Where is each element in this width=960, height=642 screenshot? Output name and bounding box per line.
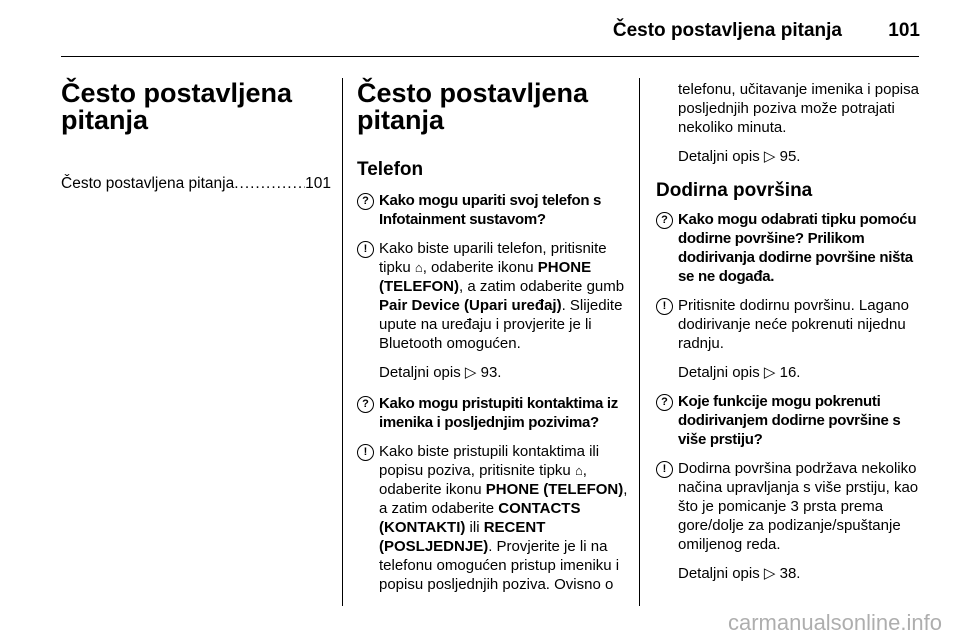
question-circle-icon: ? [357,396,374,413]
subsection-title-telefon: Telefon [357,159,424,180]
column-divider-1 [342,78,343,606]
home-icon: ⌂ [414,260,423,275]
section-title: Često postavljena pitanja [357,78,589,135]
column-3 [656,80,926,583]
triangle-arrow-icon: ▷ [763,364,776,381]
column-1 [61,80,331,194]
exclamation-circle-icon: ! [357,241,374,258]
triangle-arrow-icon: ▷ [763,148,776,165]
question-circle-icon: ? [656,394,673,411]
answer-2: ! Kako biste pristupili kontaktima ili popisu poziva, pritisnite tipku ⌂, odaberite ikonu PHONE (TELEFON), a zatim odaberite CONTACTS (KONTAKTI) ili RECENT (POSLJEDNJE). Provjerite je li na telefonu omogućen pristup imeniku i popisu posljednjih poziva. Ovisno o [357,442,629,594]
reference-1[interactable]: Detaljni opis ▷ 93. [379,364,502,381]
reference-0[interactable]: Detaljni opis ▷ 95. [678,148,801,165]
question-2: ? Kako mogu pristupiti kontaktima iz imenika i posljednjim pozivima? [357,394,629,432]
reference-2[interactable]: Detaljni opis ▷ 16. [678,364,801,381]
column-2 [357,80,629,594]
question-4: ? Koje funkcije mogu pokrenuti dodirivanjem dodirne površine s više prstiju? [656,392,926,449]
header-title: Često postavljena pitanja [612,20,842,41]
toc-leader [234,174,305,194]
question-circle-icon: ? [357,193,374,210]
answer-4: ! Dodirna površina podržava nekoliko načina upravljanja s više prstiju, kao što je pomicanje 3 prsta prema gore/dolje za podizanje/spuštanje omiljenog reda. [656,459,926,554]
exclamation-circle-icon: ! [656,298,673,315]
question-circle-icon: ? [656,212,673,229]
exclamation-circle-icon: ! [656,461,673,478]
answer-3: ! Pritisnite dodirnu površinu. Lagano dodirivanje neće pokrenuti nijednu radnju. [656,296,926,353]
continued-answer: telefonu, učitavanje imenika i popisa posljednjih poziva može potrajati nekoliko minuta. [678,81,919,136]
chapter-title: Često postavljena pitanja [61,78,293,135]
question-3: ? Kako mogu odabrati tipku pomoću dodirne površine? Prilikom dodirivanja dodirne površine ništa se ne događa. [656,210,926,286]
reference-3[interactable]: Detaljni opis ▷ 38. [678,565,801,582]
toc-page: 101 [305,175,331,192]
triangle-arrow-icon: ▷ [763,565,776,582]
watermark: carmanualsonline.info [727,610,942,635]
question-1: ? Kako mogu upariti svoj telefon s Infotainment sustavom? [357,191,629,229]
page-header [0,0,960,56]
answer-1: ! Kako biste uparili telefon, pritisnite tipku ⌂, odaberite ikonu PHONE (TELEFON), a zatim odaberite gumb Pair Device (Upari uređaj). Slijedite upute na uređaju i provjerite je li Bluetooth omogućen. [357,239,629,353]
page-number: 101 [888,20,920,41]
triangle-arrow-icon: ▷ [464,364,477,381]
toc-label: Često postavljena pitanja [61,175,235,192]
home-icon: ⌂ [574,463,583,478]
column-divider-2 [639,78,640,606]
exclamation-circle-icon: ! [357,444,374,461]
header-rule [61,56,919,57]
toc-entry[interactable] [61,174,331,194]
subsection-title-dodirna: Dodirna površina [656,180,813,201]
